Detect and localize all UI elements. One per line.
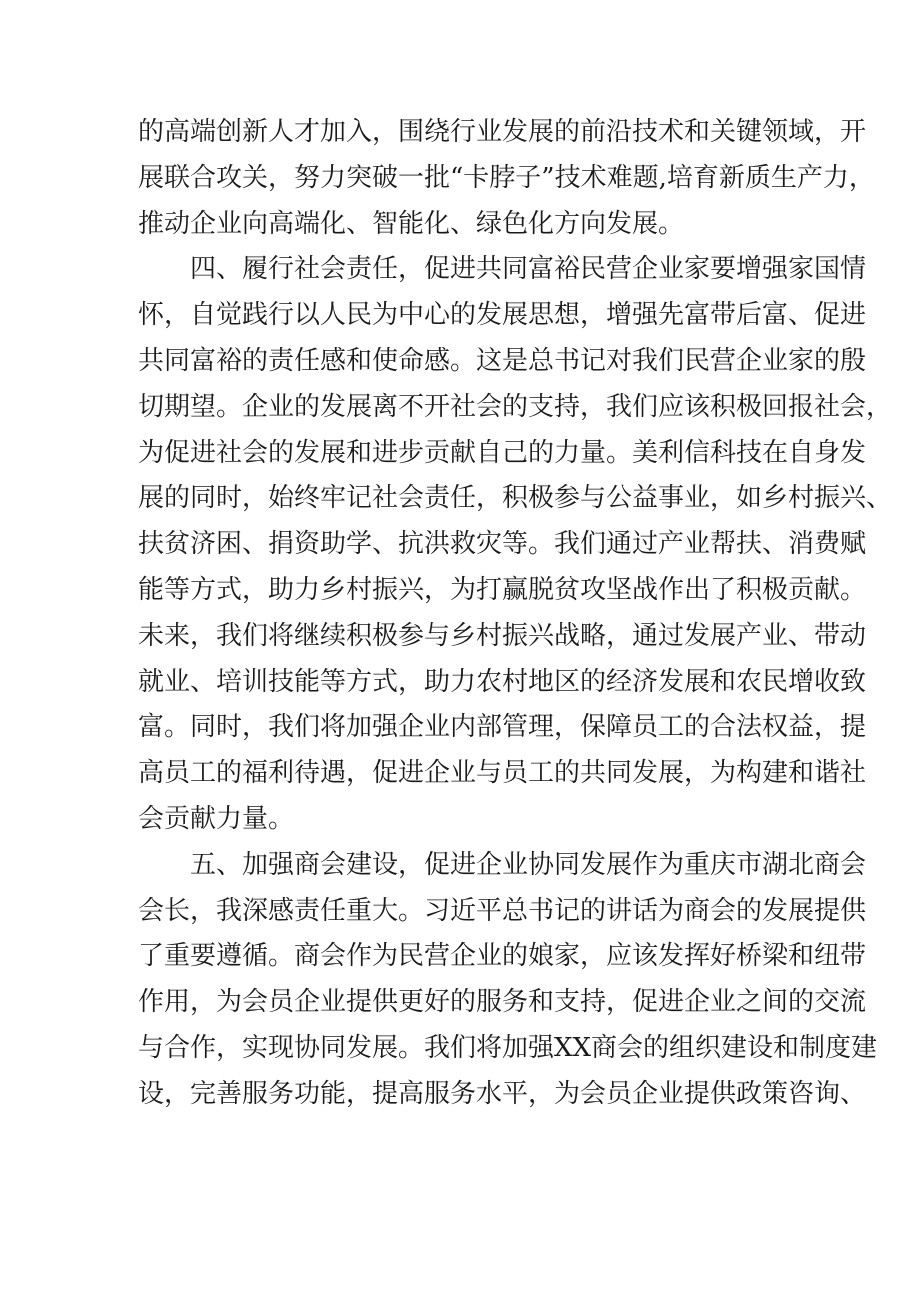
text-line: 能等方式，助力乡村振兴，为打赢脱贫攻坚战作出了积极贡献。 bbox=[138, 574, 867, 605]
text-line: 展联合攻关，努力突破一批“卡脖子”技术难题,培育新质生产力， bbox=[138, 162, 875, 193]
text-line: 会贡献力量。 bbox=[138, 803, 295, 834]
text-line: 切期望。企业的发展离不开社会的支持，我们应该积极回报社会， bbox=[138, 391, 893, 422]
text-line: 展的同时，始终牢记社会责任，积极参与公益事业，如乡村振兴、 bbox=[138, 483, 893, 514]
text-line: 的高端创新人才加入，围绕行业发展的前沿技术和关键领域，开 bbox=[138, 117, 867, 147]
text-line: 未来，我们将继续积极参与乡村振兴战略，通过发展产业、带动 bbox=[138, 620, 867, 651]
body-text bbox=[138, 110, 893, 1118]
text-line: 高员工的福利待遇，促进企业与员工的共同发展，为构建和谐社 bbox=[138, 758, 867, 789]
text-line: 设，完善服务功能，提高服务水平，为会员企业提供政策咨询、 bbox=[138, 1078, 867, 1109]
text-line: 怀，自觉践行以人民为中心的发展思想，增强先富带后富、促进 bbox=[138, 300, 867, 331]
text-line: 了重要遵循。商会作为民营企业的娘家，应该发挥好桥梁和纽带 bbox=[138, 941, 867, 972]
text-line: 推动企业向高端化、智能化、绿色化方向发展。 bbox=[138, 208, 685, 239]
text-line: 会长，我深感责任重大。习近平总书记的讲话为商会的发展提供 bbox=[138, 895, 867, 926]
text-line: 四、履行社会责任，促进共同富裕民营企业家要增强家国情 bbox=[190, 254, 867, 285]
text-line: 与合作，实现协同发展。我们将加强XX商会的组织建设和制度建 bbox=[138, 1032, 878, 1063]
text-line: 作用，为会员企业提供更好的服务和支持，促进企业之间的交流 bbox=[138, 987, 867, 1018]
text-line: 共同富裕的责任感和使命感。这是总书记对我们民营企业家的殷 bbox=[138, 345, 867, 376]
text-line: 扶贫济困、捐资助学、抗洪救灾等。我们通过产业帮扶、消费赋 bbox=[138, 529, 867, 560]
text-line: 就业、培训技能等方式，助力农村地区的经济发展和农民增收致 bbox=[138, 666, 867, 697]
text-line: 为促进社会的发展和进步贡献自己的力量。美利信科技在自身发 bbox=[138, 437, 867, 468]
text-line: 五、加强商会建设，促进企业协同发展作为重庆市湖北商会 bbox=[190, 849, 867, 880]
text-line: 富。同时，我们将加强企业内部管理，保障员工的合法权益，提 bbox=[138, 712, 867, 743]
